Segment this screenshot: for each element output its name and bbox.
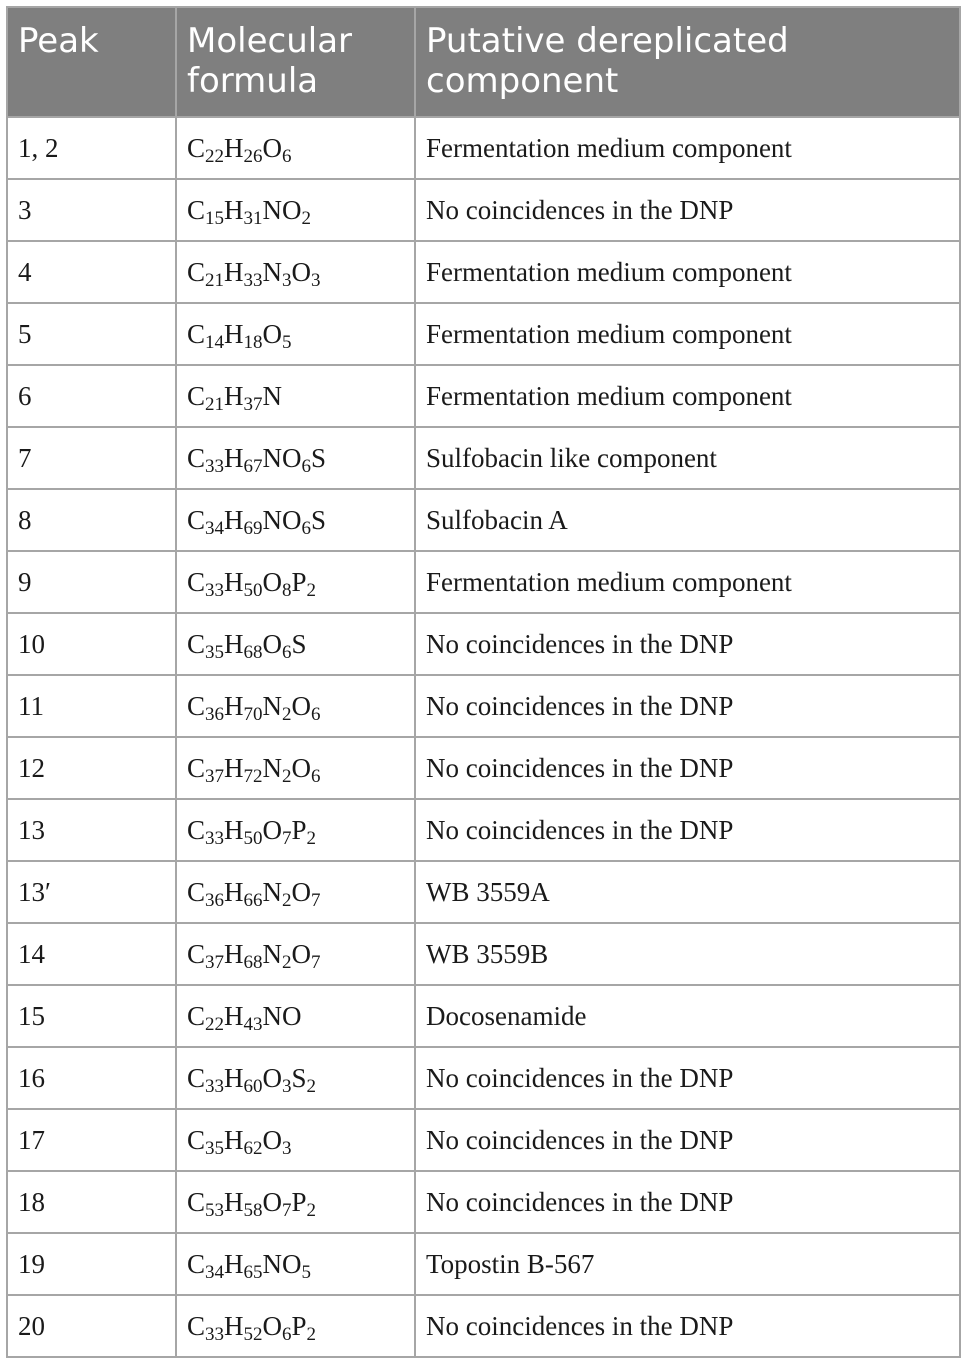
formula-count: 21 <box>205 393 225 415</box>
formula-element: H <box>224 380 244 411</box>
component-cell: Fermentation medium component <box>415 365 960 427</box>
formula-cell <box>176 1233 415 1295</box>
formula-count: 7 <box>311 951 321 973</box>
formula-element: H <box>224 876 244 907</box>
formula-count: 2 <box>282 765 292 787</box>
formula-count: 26 <box>243 145 263 167</box>
formula-count: 37 <box>243 393 263 415</box>
component-cell: No coincidences in the DNP <box>415 799 960 861</box>
formula-element: C <box>187 1310 206 1341</box>
formula-element: O <box>262 132 283 163</box>
peak-cell: 12 <box>7 737 176 799</box>
formula-cell <box>176 1047 415 1109</box>
component-cell: No coincidences in the DNP <box>415 613 960 675</box>
peak-cell: 7 <box>7 427 176 489</box>
table-row <box>7 489 960 551</box>
formula-element: C <box>187 1124 206 1155</box>
formula-element: C <box>187 752 206 783</box>
formula-element: N <box>262 690 283 721</box>
formula-element: H <box>224 1186 244 1217</box>
component-cell: Fermentation medium component <box>415 241 960 303</box>
formula-element: C <box>187 194 206 225</box>
formula-element: C <box>187 814 206 845</box>
formula-element: H <box>224 256 244 287</box>
component-cell: No coincidences in the DNP <box>415 179 960 241</box>
formula-count: 36 <box>205 889 225 911</box>
formula-element: S <box>291 1062 307 1093</box>
formula-element: H <box>224 504 244 535</box>
formula-count: 36 <box>205 703 225 725</box>
formula-count: 66 <box>243 889 263 911</box>
formula-element: C <box>187 566 206 597</box>
formula-cell <box>176 923 415 985</box>
formula-count: 72 <box>243 765 263 787</box>
formula-element: O <box>262 1310 283 1341</box>
component-cell: WB 3559A <box>415 861 960 923</box>
formula-count: 3 <box>282 269 292 291</box>
peak-cell: 16 <box>7 1047 176 1109</box>
table-row <box>7 1047 960 1109</box>
component-cell: No coincidences in the DNP <box>415 1171 960 1233</box>
formula-element: H <box>224 1310 244 1341</box>
formula-cell <box>176 1171 415 1233</box>
component-cell: No coincidences in the DNP <box>415 1109 960 1171</box>
header-peak: Peak <box>7 7 176 117</box>
formula-cell <box>176 427 415 489</box>
formula-count: 7 <box>282 827 292 849</box>
peak-cell: 14 <box>7 923 176 985</box>
formula-count: 3 <box>282 1075 292 1097</box>
peak-cell: 13 <box>7 799 176 861</box>
formula-element: N <box>262 256 283 287</box>
formula-element: C <box>187 1000 206 1031</box>
formula-count: 70 <box>243 703 263 725</box>
formula-cell <box>176 985 415 1047</box>
formula-cell <box>176 1295 415 1357</box>
formula-element: O <box>262 1186 283 1217</box>
formula-element: N <box>262 1248 283 1279</box>
formula-cell <box>176 551 415 613</box>
peak-cell: 18 <box>7 1171 176 1233</box>
formula-count: 43 <box>243 1013 263 1035</box>
formula-element: N <box>262 876 283 907</box>
peak-cell: 10 <box>7 613 176 675</box>
formula-element: H <box>224 442 244 473</box>
formula-cell <box>176 799 415 861</box>
table-row <box>7 737 960 799</box>
table-row <box>7 799 960 861</box>
formula-element: P <box>291 814 307 845</box>
formula-count: 60 <box>243 1075 263 1097</box>
formula-count: 2 <box>306 827 317 849</box>
formula-count: 33 <box>205 579 225 601</box>
formula-element: O <box>282 504 302 535</box>
formula-cell <box>176 489 415 551</box>
formula-element: N <box>262 442 283 473</box>
component-cell: WB 3559B <box>415 923 960 985</box>
component-cell: No coincidences in the DNP <box>415 1295 960 1357</box>
formula-element: N <box>262 194 283 225</box>
table-row <box>7 1295 960 1357</box>
formula-element: O <box>291 876 312 907</box>
formula-count: 6 <box>301 455 312 477</box>
formula-count: 31 <box>243 207 263 229</box>
formula-count: 37 <box>205 951 225 973</box>
formula-count: 2 <box>306 579 317 601</box>
formula-element: H <box>224 1000 244 1031</box>
formula-element: C <box>187 442 206 473</box>
table-row <box>7 923 960 985</box>
table-row <box>7 1171 960 1233</box>
formula-element: H <box>224 1124 244 1155</box>
formula-element: H <box>224 566 244 597</box>
component-cell: Fermentation medium component <box>415 551 960 613</box>
formula-element: C <box>187 938 206 969</box>
formula-count: 6 <box>282 145 292 167</box>
table-row <box>7 675 960 737</box>
peak-cell: 11 <box>7 675 176 737</box>
formula-count: 2 <box>282 951 292 973</box>
component-cell: Fermentation medium component <box>415 117 960 179</box>
formula-count: 53 <box>205 1199 225 1221</box>
peak-cell: 5 <box>7 303 176 365</box>
table-row <box>7 1233 960 1295</box>
formula-element: N <box>262 938 283 969</box>
formula-count: 6 <box>282 641 292 663</box>
formula-count: 15 <box>205 207 225 229</box>
table-row <box>7 985 960 1047</box>
formula-count: 3 <box>311 269 321 291</box>
formula-element: C <box>187 1248 206 1279</box>
formula-count: 8 <box>282 579 292 601</box>
formula-count: 22 <box>205 1013 225 1035</box>
formula-element: O <box>262 1124 283 1155</box>
formula-count: 52 <box>243 1323 263 1345</box>
formula-count: 5 <box>301 1261 312 1283</box>
formula-element: H <box>224 132 244 163</box>
formula-element: H <box>224 1062 244 1093</box>
table-row <box>7 551 960 613</box>
formula-count: 2 <box>282 889 292 911</box>
formula-cell <box>176 737 415 799</box>
formula-element: C <box>187 380 206 411</box>
component-cell: Docosenamide <box>415 985 960 1047</box>
table-row <box>7 365 960 427</box>
formula-element: H <box>224 628 244 659</box>
formula-count: 6 <box>311 765 321 787</box>
formula-count: 5 <box>282 331 292 353</box>
formula-element: S <box>311 504 327 535</box>
formula-count: 6 <box>301 517 312 539</box>
component-cell: No coincidences in the DNP <box>415 737 960 799</box>
formula-count: 2 <box>306 1199 317 1221</box>
formula-element: H <box>224 814 244 845</box>
formula-element: C <box>187 132 206 163</box>
table-row <box>7 613 960 675</box>
table-header <box>7 7 960 117</box>
formula-element: P <box>291 566 307 597</box>
formula-cell <box>176 117 415 179</box>
formula-count: 67 <box>243 455 263 477</box>
formula-count: 33 <box>243 269 263 291</box>
formula-element: N <box>262 380 283 411</box>
formula-cell <box>176 241 415 303</box>
formula-element: H <box>224 1248 244 1279</box>
formula-count: 2 <box>301 207 312 229</box>
formula-count: 50 <box>243 827 263 849</box>
peak-cell: 19 <box>7 1233 176 1295</box>
component-cell: Topostin B-567 <box>415 1233 960 1295</box>
formula-count: 33 <box>205 827 225 849</box>
formula-element: C <box>187 628 206 659</box>
peak-cell: 1, 2 <box>7 117 176 179</box>
formula-count: 2 <box>282 703 292 725</box>
formula-element: O <box>262 1062 283 1093</box>
formula-element: O <box>282 1000 302 1031</box>
peak-cell: 6 <box>7 365 176 427</box>
formula-count: 68 <box>243 951 263 973</box>
peak-cell: 4 <box>7 241 176 303</box>
formula-count: 50 <box>243 579 263 601</box>
formula-element: C <box>187 1062 206 1093</box>
formula-cell <box>176 303 415 365</box>
formula-count: 33 <box>205 1075 225 1097</box>
header-putative-component: Putative dereplicated component <box>415 7 960 117</box>
table-row <box>7 179 960 241</box>
formula-cell <box>176 179 415 241</box>
formula-count: 33 <box>205 455 225 477</box>
formula-count: 33 <box>205 1323 225 1345</box>
formula-element: O <box>262 318 283 349</box>
formula-count: 14 <box>205 331 225 353</box>
formula-element: H <box>224 938 244 969</box>
formula-element: S <box>291 628 307 659</box>
formula-element: O <box>291 938 312 969</box>
formula-cell <box>176 613 415 675</box>
table-row <box>7 303 960 365</box>
formula-element: O <box>262 628 283 659</box>
table-row <box>7 861 960 923</box>
formula-element: H <box>224 194 244 225</box>
formula-count: 3 <box>282 1137 292 1159</box>
formula-cell <box>176 675 415 737</box>
formula-count: 2 <box>306 1075 317 1097</box>
formula-count: 22 <box>205 145 225 167</box>
formula-element: O <box>291 256 312 287</box>
formula-cell <box>176 365 415 427</box>
formula-element: O <box>282 194 302 225</box>
component-cell: No coincidences in the DNP <box>415 1047 960 1109</box>
formula-count: 6 <box>282 1323 292 1345</box>
formula-element: N <box>262 752 283 783</box>
formula-element: C <box>187 256 206 287</box>
formula-count: 69 <box>243 517 263 539</box>
formula-count: 34 <box>205 1261 225 1283</box>
formula-count: 7 <box>311 889 321 911</box>
component-cell: Fermentation medium component <box>415 303 960 365</box>
formula-count: 37 <box>205 765 225 787</box>
formula-element: C <box>187 318 206 349</box>
formula-element: O <box>282 1248 302 1279</box>
header-row <box>7 7 960 117</box>
formula-cell <box>176 1109 415 1171</box>
formula-element: C <box>187 1186 206 1217</box>
formula-element: O <box>291 752 312 783</box>
formula-element: N <box>262 1000 283 1031</box>
formula-element: O <box>262 566 283 597</box>
formula-element: C <box>187 690 206 721</box>
table-row <box>7 1109 960 1171</box>
formula-element: O <box>291 690 312 721</box>
formula-count: 62 <box>243 1137 263 1159</box>
peak-cell: 20 <box>7 1295 176 1357</box>
formula-count: 7 <box>282 1199 292 1221</box>
formula-element: O <box>282 442 302 473</box>
formula-count: 65 <box>243 1261 263 1283</box>
formula-count: 58 <box>243 1199 263 1221</box>
formula-count: 68 <box>243 641 263 663</box>
peak-cell: 9 <box>7 551 176 613</box>
formula-cell <box>176 861 415 923</box>
dereplication-table <box>6 6 961 1358</box>
peak-cell: 13′ <box>7 861 176 923</box>
component-cell: Sulfobacin like component <box>415 427 960 489</box>
table-row <box>7 117 960 179</box>
formula-element: S <box>311 442 327 473</box>
peak-cell: 3 <box>7 179 176 241</box>
component-cell: No coincidences in the DNP <box>415 675 960 737</box>
formula-element: O <box>262 814 283 845</box>
formula-element: N <box>262 504 283 535</box>
formula-count: 2 <box>306 1323 317 1345</box>
formula-element: H <box>224 318 244 349</box>
table-row <box>7 241 960 303</box>
formula-element: P <box>291 1310 307 1341</box>
formula-count: 35 <box>205 1137 225 1159</box>
table-row <box>7 427 960 489</box>
component-cell: Sulfobacin A <box>415 489 960 551</box>
formula-element: C <box>187 504 206 535</box>
table-body <box>7 117 960 1357</box>
peak-cell: 8 <box>7 489 176 551</box>
formula-element: H <box>224 690 244 721</box>
formula-count: 21 <box>205 269 225 291</box>
formula-count: 34 <box>205 517 225 539</box>
peak-cell: 15 <box>7 985 176 1047</box>
formula-element: P <box>291 1186 307 1217</box>
formula-count: 6 <box>311 703 321 725</box>
peak-cell: 17 <box>7 1109 176 1171</box>
formula-count: 18 <box>243 331 263 353</box>
formula-element: H <box>224 752 244 783</box>
formula-element: C <box>187 876 206 907</box>
header-molecular-formula: Molecular formula <box>176 7 415 117</box>
formula-count: 35 <box>205 641 225 663</box>
